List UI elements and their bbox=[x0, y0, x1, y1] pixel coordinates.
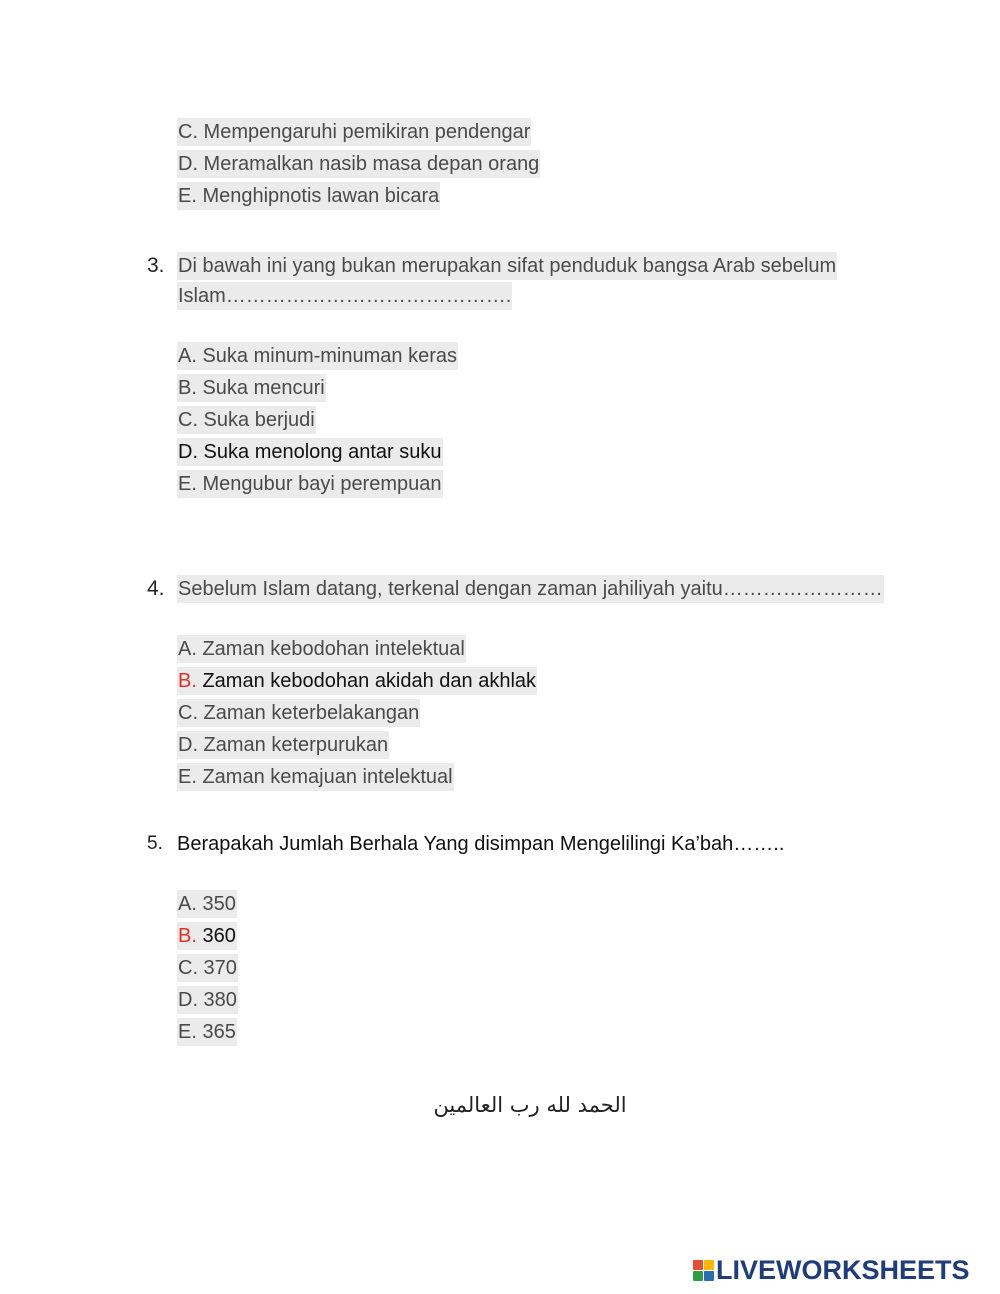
q5-option-e: E. 365 bbox=[177, 1018, 237, 1046]
q4-option-a: A. Zaman kebodohan intelektual bbox=[177, 635, 466, 663]
logo-icon bbox=[693, 1260, 714, 1281]
q3-option-d: D. Suka menolong antar suku bbox=[177, 438, 443, 466]
q3-option-e: E. Mengubur bayi perempuan bbox=[177, 470, 443, 498]
q5-option-b-letter: B. bbox=[178, 925, 197, 947]
q4-number: 4. bbox=[147, 577, 165, 600]
logo-text: LIVEWORKSHEETS bbox=[716, 1255, 970, 1285]
logo-icon-square bbox=[693, 1260, 703, 1270]
q5-option-c: C. 370 bbox=[177, 954, 238, 982]
q4-option-b-text: Zaman kebodohan akidah dan akhlak bbox=[202, 670, 537, 692]
q3-number: 3. bbox=[147, 254, 165, 277]
q5-option-b bbox=[177, 922, 237, 950]
q5-number: 5. bbox=[147, 833, 163, 854]
q4-option-c: C. Zaman keterbelakangan bbox=[177, 699, 420, 727]
closing-arabic: الحمد لله رب العالمين bbox=[433, 1093, 627, 1117]
q3-option-a: A. Suka minum-minuman keras bbox=[177, 342, 458, 370]
q5-option-d: D. 380 bbox=[177, 986, 238, 1014]
q4-option-d: D. Zaman keterpurukan bbox=[177, 731, 389, 759]
q2-option-e: E. Menghipnotis lawan bicara bbox=[177, 182, 440, 210]
q5-option-b-text: 360 bbox=[202, 925, 236, 947]
q4-text: Sebelum Islam datang, terkenal dengan zaman jahiliyah yaitu…………………… bbox=[177, 575, 884, 603]
q3-option-b: B. Suka mencuri bbox=[177, 374, 326, 402]
q4-option-b-letter: B. bbox=[178, 670, 197, 692]
q2-option-c: C. Mempengaruhi pemikiran pendengar bbox=[177, 118, 531, 146]
q5-option-a: A. 350 bbox=[177, 890, 237, 918]
q4-option-b bbox=[177, 667, 537, 695]
logo-icon-square bbox=[704, 1271, 714, 1281]
q5-text: Berapakah Jumlah Berhala Yang disimpan Mengelilingi Ka’bah…….. bbox=[177, 833, 785, 855]
q3-text-line1: Di bawah ini yang bukan merupakan sifat penduduk bangsa Arab sebelum bbox=[177, 252, 837, 280]
q3-text-line2: Islam……………………………………. bbox=[177, 282, 512, 310]
q2-option-d: D. Meramalkan nasib masa depan orang bbox=[177, 150, 540, 178]
logo-icon-square bbox=[704, 1260, 714, 1270]
q3-option-c: C. Suka berjudi bbox=[177, 406, 316, 434]
q4-option-e: E. Zaman kemajuan intelektual bbox=[177, 763, 454, 791]
logo-icon-square bbox=[693, 1271, 703, 1281]
liveworksheets-logo bbox=[693, 1255, 970, 1285]
